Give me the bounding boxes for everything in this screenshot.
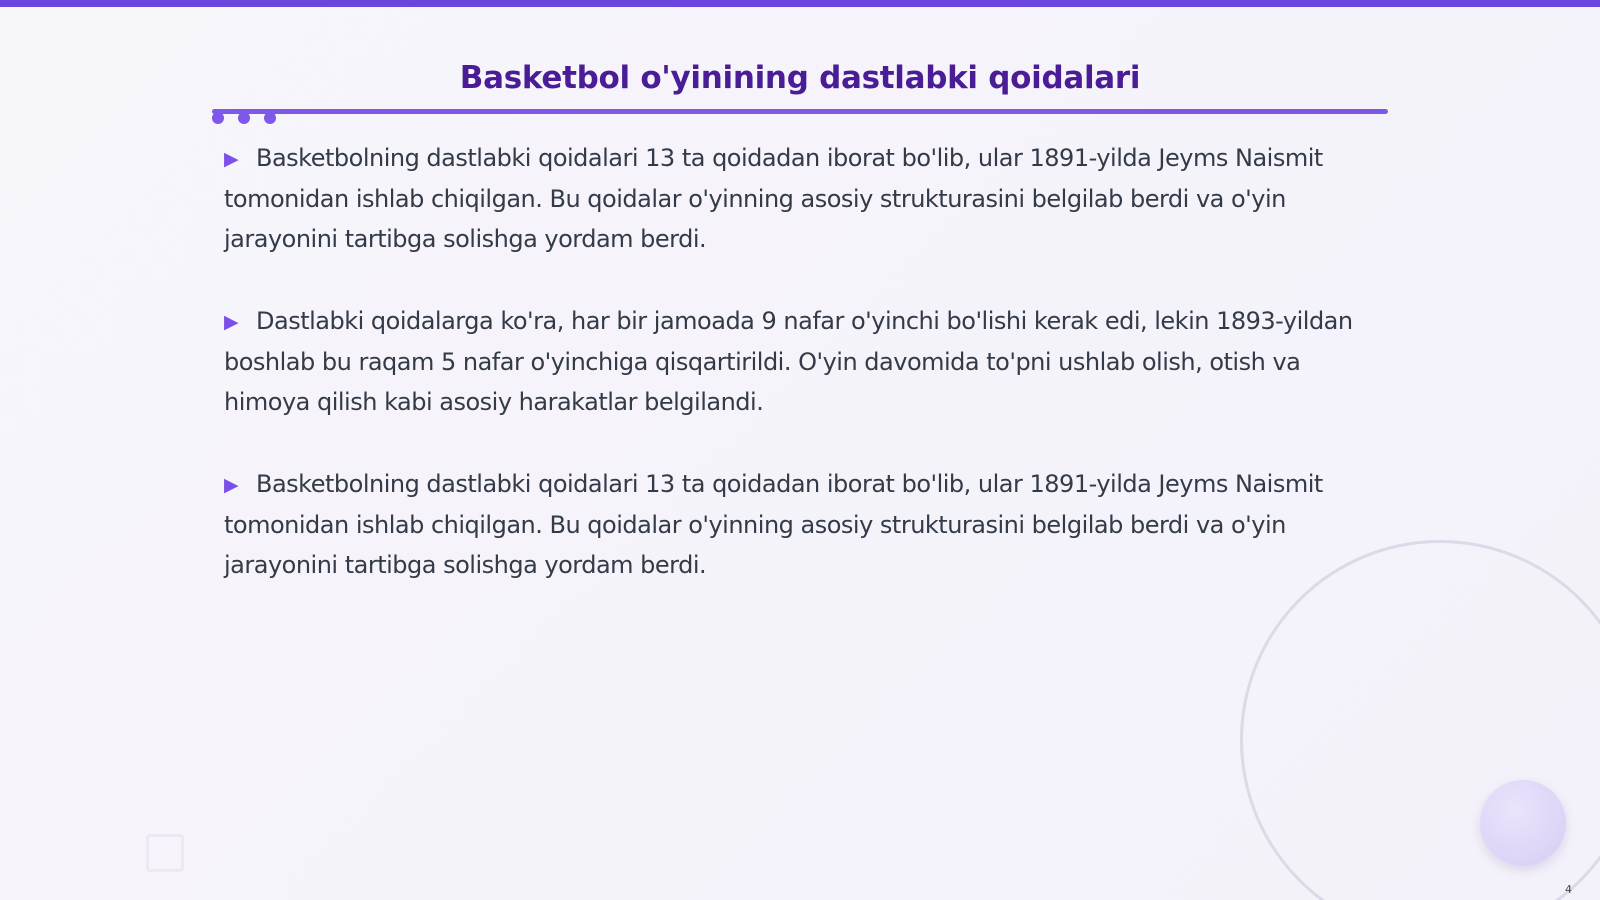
triangle-right-icon: ▶ [224,474,239,496]
bullet-list [224,138,1374,627]
decorative-circle [1480,780,1566,866]
bullet-item [224,464,1374,585]
bullet-item [224,138,1374,259]
slide-title: Basketbol o'yinining dastlabki qoidalari [459,60,1141,96]
bullet-text: Basketbolning dastlabki qoidalari 13 ta qoidadan iborat bo'lib, ular 1891-yilda Jeyms Naismit tomonidan ishlab chiqilgan. Bu qoidalar o'yinning asosiy strukturasini belgilab berdi va o'yin jarayonini tartibga solishga yordam berdi. [224,470,1323,579]
bullet-text: Basketbolning dastlabki qoidalari 13 ta qoidadan iborat bo'lib, ular 1891-yilda Jeyms Naismit tomonidan ishlab chiqilgan. Bu qoidalar o'yinning asosiy strukturasini belgilab berdi va o'yin jarayonini tartibga solishga yordam berdi. [224,144,1323,253]
underline-dot [212,112,224,124]
bullet-item [224,301,1374,422]
bullet-text: Dastlabki qoidalarga ko'ra, har bir jamoada 9 nafar o'yinchi bo'lishi kerak edi, lekin 1893-yildan boshlab bu raqam 5 nafar o'yinchiga qisqartirildi. O'yin davomida to'pni ushlab olish, otish va himoya qilish kabi asosiy harakatlar belgilandi. [224,307,1353,416]
triangle-right-icon: ▶ [224,311,239,333]
title-underline [212,109,1388,114]
triangle-right-icon: ▶ [224,148,239,170]
underline-dot [264,112,276,124]
top-accent-bar [0,0,1600,7]
page-number: 4 [1565,883,1572,896]
decorative-square [146,834,184,872]
underline-dot [238,112,250,124]
